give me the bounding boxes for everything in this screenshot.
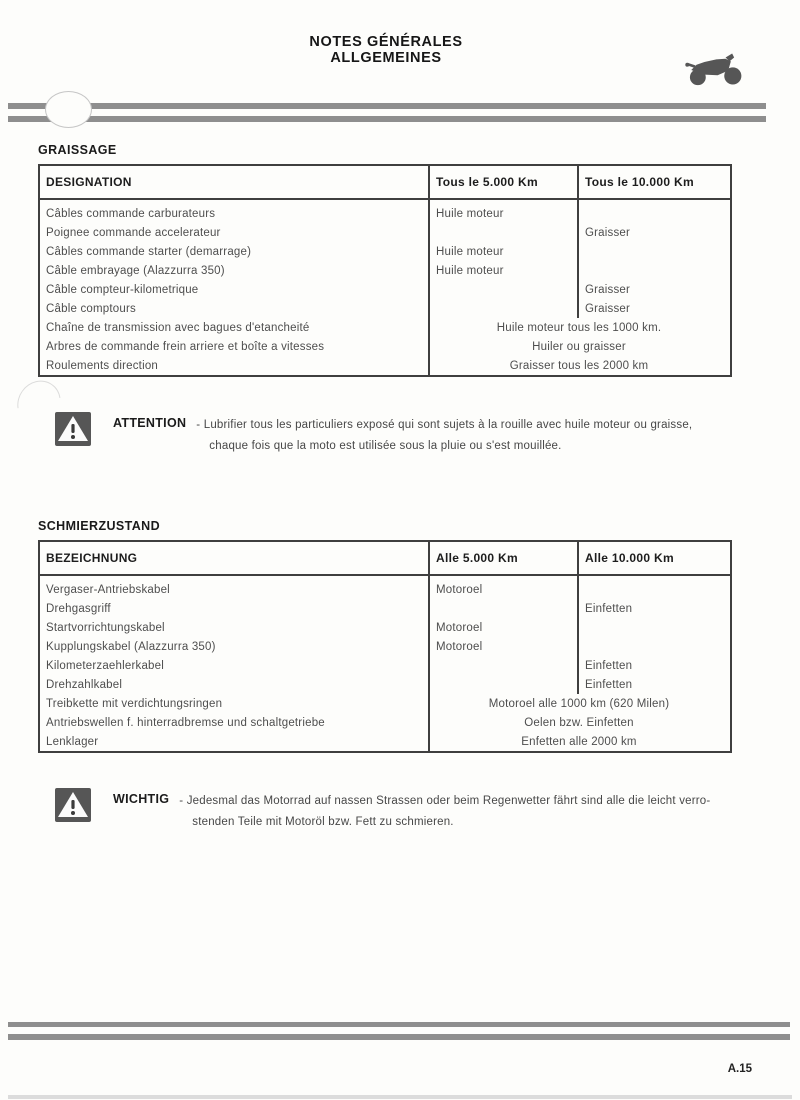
cell-both-intervals: Huiler ou graisser bbox=[429, 337, 731, 356]
cell-designation: Lenklager bbox=[46, 735, 99, 748]
cell-designation: Kupplungskabel (Alazzurra 350) bbox=[46, 640, 216, 653]
page-title-german: ALLGEMEINES bbox=[330, 50, 442, 66]
col-header-5000km: Alle 5.000 Km bbox=[429, 541, 578, 575]
table-row bbox=[39, 675, 731, 694]
table-row bbox=[39, 713, 731, 732]
cell-5000km: Huile moteur bbox=[429, 199, 578, 223]
warning-label: WICHTIG bbox=[113, 792, 170, 806]
cell-designation: Kilometerzaehlerkabel bbox=[46, 659, 164, 672]
cell-10000km: Einfetten bbox=[578, 656, 731, 675]
cell-5000km: Motoroel bbox=[429, 637, 578, 656]
cell-designation: Treibkette mit verdichtungsringen bbox=[46, 697, 223, 710]
cell-5000km bbox=[429, 223, 578, 242]
table-row bbox=[39, 299, 731, 318]
cell-designation: Poignee commande accelerateur bbox=[46, 226, 221, 239]
warning-triangle-icon bbox=[55, 412, 91, 446]
cell-designation: Câbles commande starter (demarrage) bbox=[46, 245, 252, 258]
page-title bbox=[0, 34, 772, 66]
cell-10000km bbox=[578, 637, 731, 656]
cell-designation: Drehgasgriff bbox=[46, 602, 111, 615]
col-header-designation: DESIGNATION bbox=[39, 165, 429, 199]
cell-designation: Drehzahlkabel bbox=[46, 678, 123, 691]
warning-label: ATTENTION bbox=[113, 416, 187, 430]
cell-5000km bbox=[429, 599, 578, 618]
table-header-row bbox=[39, 541, 731, 575]
graissage-table bbox=[38, 164, 732, 377]
cell-designation: Câble embrayage (Alazzurra 350) bbox=[46, 264, 225, 277]
col-header-designation: BEZEICHNUNG bbox=[39, 541, 429, 575]
cell-10000km bbox=[578, 242, 731, 261]
cell-designation: Câbles commande carburateurs bbox=[46, 207, 216, 220]
table-row bbox=[39, 199, 731, 223]
table-row bbox=[39, 280, 731, 299]
table-row bbox=[39, 618, 731, 637]
cell-5000km: Huile moteur bbox=[429, 242, 578, 261]
table-row bbox=[39, 637, 731, 656]
cell-both-intervals: Graisser tous les 2000 km bbox=[429, 356, 731, 376]
table-row bbox=[39, 694, 731, 713]
cell-5000km bbox=[429, 299, 578, 318]
cell-both-intervals: Enfetten alle 2000 km bbox=[429, 732, 731, 752]
schmierzustand-table bbox=[38, 540, 732, 753]
cell-designation: Vergaser-Antriebskabel bbox=[46, 583, 170, 596]
table-row bbox=[39, 261, 731, 280]
cell-5000km: Huile moteur bbox=[429, 261, 578, 280]
cell-5000km bbox=[429, 280, 578, 299]
cell-10000km: Graisser bbox=[578, 223, 731, 242]
cell-10000km bbox=[578, 199, 731, 223]
warning-triangle-icon bbox=[55, 788, 91, 822]
page-edge-shadow bbox=[8, 1095, 792, 1099]
cell-designation: Chaîne de transmission avec bagues d'etancheité bbox=[46, 321, 310, 334]
cell-10000km: Graisser bbox=[578, 299, 731, 318]
col-header-10000km: Alle 10.000 Km bbox=[578, 541, 731, 575]
cell-both-intervals: Oelen bzw. Einfetten bbox=[429, 713, 731, 732]
section-heading-graissage: GRAISSAGE bbox=[38, 143, 117, 157]
table-row bbox=[39, 575, 731, 599]
cell-5000km bbox=[429, 656, 578, 675]
cell-10000km: Graisser bbox=[578, 280, 731, 299]
cell-5000km: Motoroel bbox=[429, 618, 578, 637]
table-row bbox=[39, 223, 731, 242]
col-header-5000km: Tous le 5.000 Km bbox=[429, 165, 578, 199]
table-row bbox=[39, 732, 731, 752]
cell-5000km: Motoroel bbox=[429, 575, 578, 599]
top-rule-1 bbox=[8, 103, 766, 109]
warning-text: - Lubrifier tous les particuliers exposé qui sont sujets à la rouille avec huile moteur ou graisse, chaque fois que la moto est utilisée sous la pluie ou s'est mouillée. bbox=[196, 419, 693, 452]
cell-designation: Roulements direction bbox=[46, 359, 159, 372]
table-row bbox=[39, 656, 731, 675]
cell-designation: Câble comptours bbox=[46, 302, 136, 315]
section-heading-schmierzustand: SCHMIERZUSTAND bbox=[38, 519, 161, 533]
punch-hole bbox=[45, 91, 92, 128]
cell-5000km bbox=[429, 675, 578, 694]
attention-warning bbox=[38, 412, 732, 457]
page-title-french: NOTES GÉNÉRALES bbox=[309, 34, 463, 50]
cell-10000km bbox=[578, 575, 731, 599]
cell-both-intervals: Huile moteur tous les 1000 km. bbox=[429, 318, 731, 337]
page-content bbox=[38, 140, 732, 833]
cell-10000km: Einfetten bbox=[578, 675, 731, 694]
table-row bbox=[39, 599, 731, 618]
cell-designation: Arbres de commande frein arriere et boîte a vitesses bbox=[46, 340, 325, 353]
footer-rule-2 bbox=[8, 1034, 790, 1040]
wichtig-warning bbox=[38, 788, 732, 833]
table-row bbox=[39, 356, 731, 376]
top-rule-2 bbox=[8, 116, 766, 122]
cell-10000km: Einfetten bbox=[578, 599, 731, 618]
table-row bbox=[39, 242, 731, 261]
cell-10000km bbox=[578, 618, 731, 637]
table-header-row bbox=[39, 165, 731, 199]
col-header-10000km: Tous le 10.000 Km bbox=[578, 165, 731, 199]
table-row bbox=[39, 337, 731, 356]
page-number: A.15 bbox=[727, 1063, 752, 1075]
cell-10000km bbox=[578, 261, 731, 280]
warning-text: - Jedesmal das Motorrad auf nassen Strassen oder beim Regenwetter fährt sind alle die leicht verro-stenden Teile mit Motoröl bzw. Fett zu schmieren. bbox=[179, 795, 711, 828]
cell-designation: Câble compteur-kilometrique bbox=[46, 283, 199, 296]
table-row bbox=[39, 318, 731, 337]
cell-both-intervals: Motoroel alle 1000 km (620 Milen) bbox=[429, 694, 731, 713]
cell-designation: Antriebswellen f. hinterradbremse und schaltgetriebe bbox=[46, 716, 325, 729]
footer-rule-1 bbox=[8, 1022, 790, 1027]
cell-designation: Startvorrichtungskabel bbox=[46, 621, 165, 634]
motorcycle-icon bbox=[682, 48, 748, 88]
